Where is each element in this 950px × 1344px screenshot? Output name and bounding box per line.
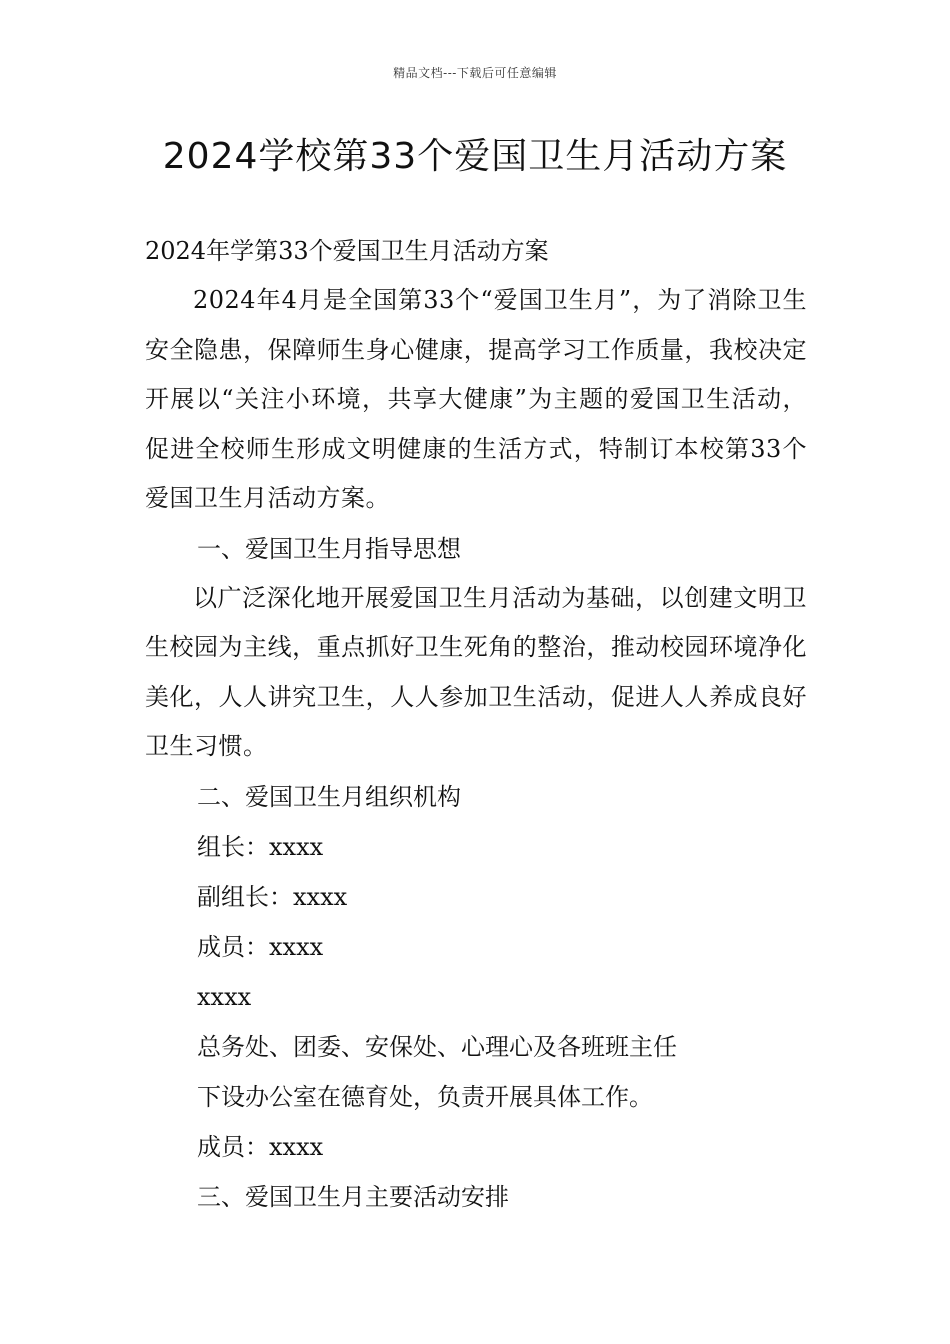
section-2-heading: 二、爱国卫生月组织机构 [197,782,461,811]
section-3-heading: 三、爱国卫生月主要活动安排 [197,1182,509,1211]
office-members-line: 成员：xxxx [197,1132,324,1161]
members-line: 成员：xxxx [197,932,324,961]
subtitle: 2024年学第33个爱国卫生月活动方案 [145,237,549,265]
deputy-leader-line: 副组长：xxxx [197,882,348,911]
intro-paragraph: 2024年4月是全国第33个“爱国卫生月”，为了消除卫生安全隐患，保障师生身心健康，提高学习工作质量，我校决定开展以“关注小环境，共享大健康”为主题的爱国卫生活动，促进全校师生形成文明健康的生活方式，特制订本校第33个爱国卫生月活动方案。 [145,286,807,512]
office-line: 下设办公室在德育处，负责开展具体工作。 [197,1082,653,1111]
leader-line: 组长：xxxx [197,832,324,861]
section-1-paragraph: 以广泛深化地开展爱国卫生月活动为基础，以创建文明卫生校园为主线，重点抓好卫生死角的整治，推动校园环境净化美化，人人讲究卫生，人人参加卫生活动，促进人人养成良好卫生习惯。 [145,583,807,760]
document-title: 2024学校第33个爱国卫生月活动方案 [162,136,788,177]
header-note: 精品文档---下载后可任意编辑 [393,66,557,80]
document-body [145,226,807,1222]
section-1-heading: 一、爱国卫生月指导思想 [197,534,461,563]
members-extra-line: xxxx [197,982,252,1011]
departments-line: 总务处、团委、安保处、心理心及各班班主任 [197,1032,677,1061]
